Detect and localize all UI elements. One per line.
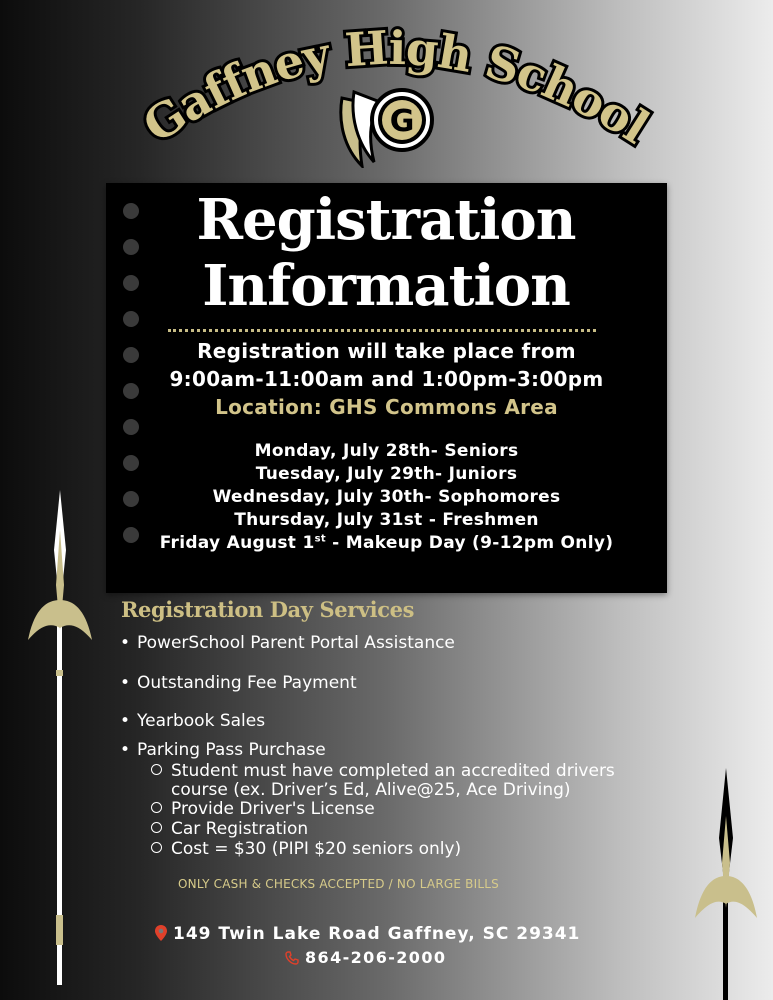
address (155, 924, 580, 944)
registration-day: Tuesday, July 29th- Juniors (255, 464, 518, 484)
subitem-label: Student must have completed an accredited drivers (171, 761, 615, 781)
subitem-label: Cost = $30 (PIPI $20 seniors only) (171, 839, 462, 859)
registration-time-line2: 9:00am-11:00am and 1:00pm-3:00pm (169, 367, 604, 391)
parking-subitem (151, 820, 308, 839)
subitem-label: Car Registration (171, 819, 309, 839)
registration-day: Wednesday, July 30th- Sophomores (212, 487, 561, 507)
service-item-label: Outstanding Fee Payment (137, 673, 357, 693)
spear-band (56, 915, 63, 945)
dotted-divider (168, 329, 596, 332)
registration-day: Thursday, July 31st - Freshmen (234, 510, 539, 530)
parking-subitem (151, 762, 615, 800)
school-logo (336, 82, 436, 168)
makeup-day-text-after: - Makeup Day (9-12pm Only) (325, 533, 614, 553)
phone-text: 864-206-2000 (305, 948, 447, 967)
address-text: 149 Twin Lake Road Gaffney, SC 29341 (173, 924, 581, 944)
registration-makeup-day (126, 533, 647, 553)
service-item-label: PowerSchool Parent Portal Assistance (137, 633, 455, 653)
hole (123, 311, 139, 327)
service-item-label: Parking Pass Purchase (137, 740, 326, 760)
service-item: • PowerSchool Parent Portal Assistance (120, 633, 455, 653)
subitem-label: Provide Driver's License (171, 799, 375, 819)
spear-right-decoration (693, 768, 759, 1000)
spear-shaft (723, 888, 728, 1000)
subitem-label: course (ex. Driver’s Ed, Alive@25, Ace Driving) (171, 780, 571, 800)
logo-letter: G (389, 104, 415, 139)
registration-time-line1: Registration will take place from (197, 339, 576, 363)
services-heading: Registration Day Services (121, 597, 415, 622)
registration-location: Location: GHS Commons Area (215, 395, 558, 419)
service-item-label: Yearbook Sales (137, 711, 266, 731)
map-pin-icon (155, 925, 167, 941)
payment-note: ONLY CASH & CHECKS ACCEPTED / NO LARGE BILLS (178, 877, 499, 891)
hole (123, 275, 139, 291)
parking-subitem (151, 840, 461, 859)
registration-day: Monday, July 28th- Seniors (254, 441, 519, 461)
registration-title-line1: Registration (196, 187, 576, 253)
phone-icon (285, 951, 299, 965)
hole (123, 203, 139, 219)
hole (123, 239, 139, 255)
hole (123, 419, 139, 435)
spear-band (56, 670, 63, 676)
spear-left-decoration (26, 490, 94, 990)
makeup-day-sup: st (314, 533, 326, 545)
parking-subitem (151, 800, 375, 819)
service-item: • Yearbook Sales (120, 711, 266, 731)
service-item: • Outstanding Fee Payment (120, 673, 357, 693)
phone (285, 948, 446, 967)
service-item: • Parking Pass Purchase (120, 740, 326, 760)
school-name: Gaffney High School (133, 20, 658, 154)
registration-title-line2: Information (202, 253, 570, 319)
registration-info-box (106, 183, 667, 593)
makeup-day-text: Friday August 1 (159, 533, 315, 553)
